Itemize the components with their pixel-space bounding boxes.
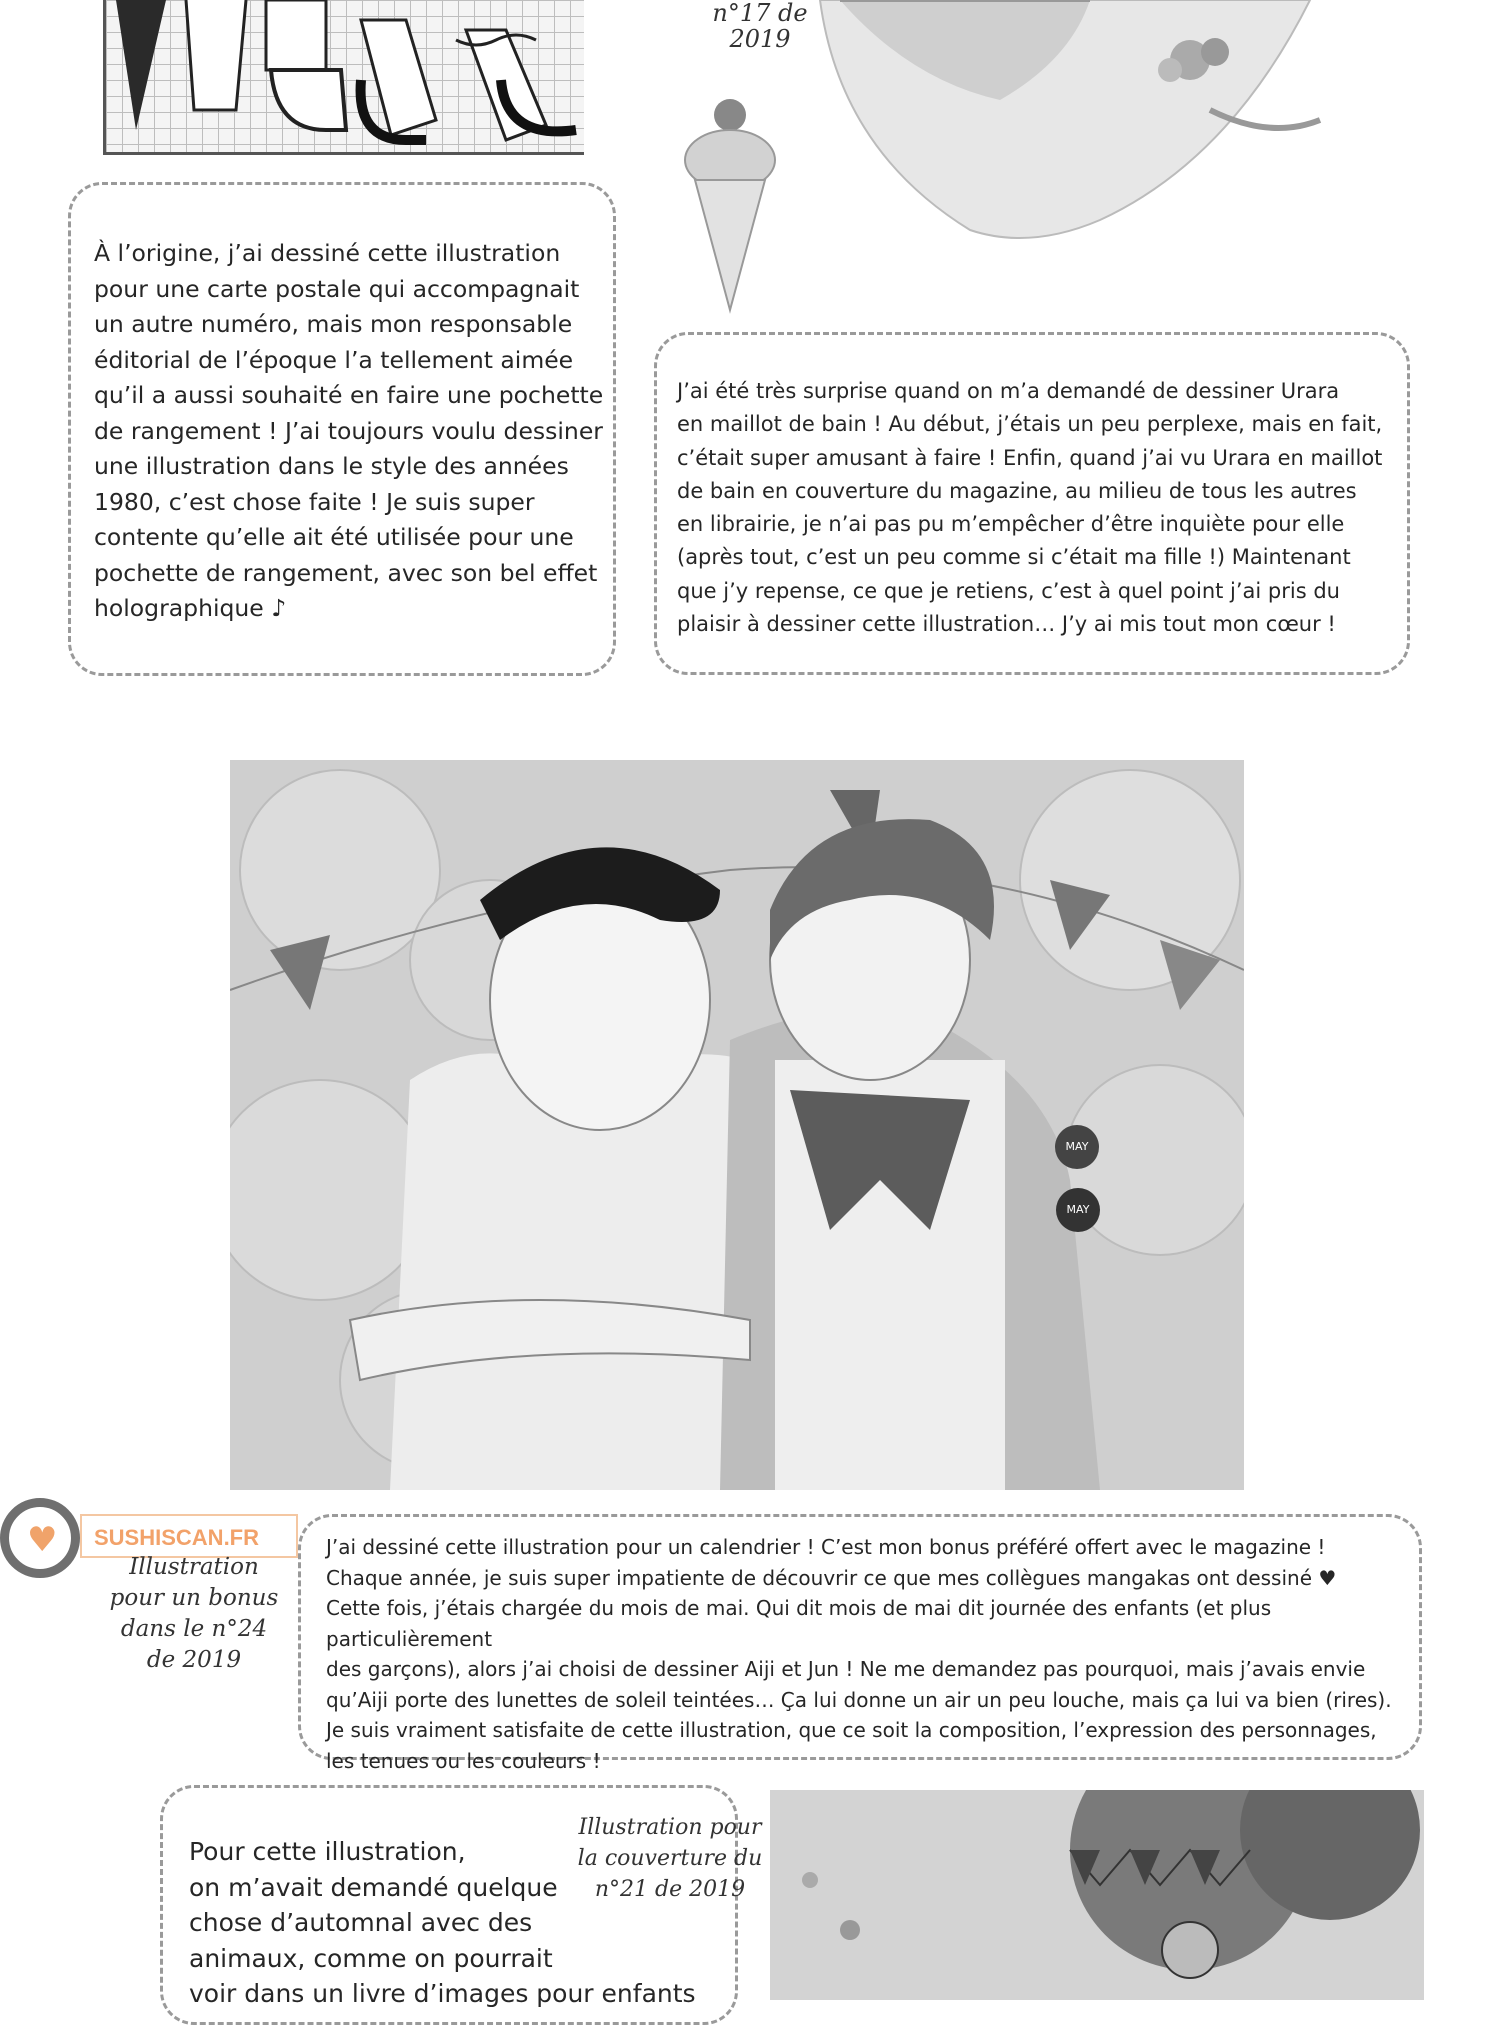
cover-issue-badge: Illustration pour la couverture du n°21 de 2019 — [577, 1815, 763, 1902]
may-pin-2: MAY — [1055, 1125, 1099, 1169]
feet-drawing — [106, 0, 584, 152]
pouch-comment-text: À l’origine, j’ai dessiné cette illustration pour une carte postale qui accompagnait un autre numéro, mais mon responsable éditorial de l’époque l’a tellement aimée qu’il a aussi souhaité en faire une pochette de rangement ! J’ai toujours voulu dessiner une illustration dans le style des années 1980, c’est chose faite ! Je suis super contente qu’elle ait été utilisée pour une pochette de rangement, avec son bel effet holographique ♪ — [94, 239, 604, 622]
watermark-logo — [0, 1498, 80, 1578]
swimsuit-comment-text: J’ai été très surprise quand on m’a demandé de dessiner Urara en maillot de bain ! Au début, j’étais un peu perplexe, mais en fait, c’était super amusant à faire ! Enfin, quand j’ai vu Urara en maillot de bain en couverture du magazine, au milieu de tous les autres en librairie, je n’ai pas pu m’empêcher d’être inquiète pour elle (après tout, c’est un peu comme si c’était ma fille !) Maintenant que j’y repense, ce que je retiens, c’est à quel point j’ai pris du plaisir à dessiner cette illustration… J’y ai mis tout mon cœur ! — [677, 379, 1383, 637]
calendar-comment-text: J’ai dessiné cette illustration pour un calendrier ! C’est mon bonus préféré offert avec le magazine ! Chaque année, je suis super impatiente de découvrir ce que mes collègues mangakas ont dessiné ♥ Cette fois, j’étais chargée du mois de mai. Qui dit mois de mai dit journée des enfants (et plus particulièrement des garçons), alors j’ai choisi de dessiner Aiji et Jun ! Ne me demandez pas pourquoi, mais j’avais envie qu’Aiji porte des lunettes de soleil teintées… Ça lui donne un air un peu louche, mais ça lui va bien (rires). Je suis vraiment satisfaite de cette illustration, que ce soit la composition, l’expression des personnages, les tenues ou les couleurs ! — [326, 1535, 1392, 1773]
autumn-comment-text: Pour cette illustration, on m’avait demandé quelque chose d’automnal avec des animaux, comme on pourrait voir dans un livre d’images pour enfants — [189, 1837, 696, 2008]
may-pin-1: MAY — [1056, 1188, 1100, 1232]
issue-17-badge: n°17 de 2019 — [712, 0, 808, 53]
watermark-text: SUSHISCAN.FR — [80, 1514, 298, 1558]
autumn-illustration — [770, 1790, 1424, 2000]
autumn-drawing — [770, 1790, 1424, 2000]
calendar-drawing — [230, 760, 1244, 1490]
calendar-illustration — [230, 760, 1244, 1490]
calendar-issue-badge: Illustration pour un bonus dans le n°24 de 2019 — [109, 1554, 279, 1673]
postcard-illustration — [103, 0, 584, 155]
heart-icon: ♥ — [27, 1520, 58, 1560]
